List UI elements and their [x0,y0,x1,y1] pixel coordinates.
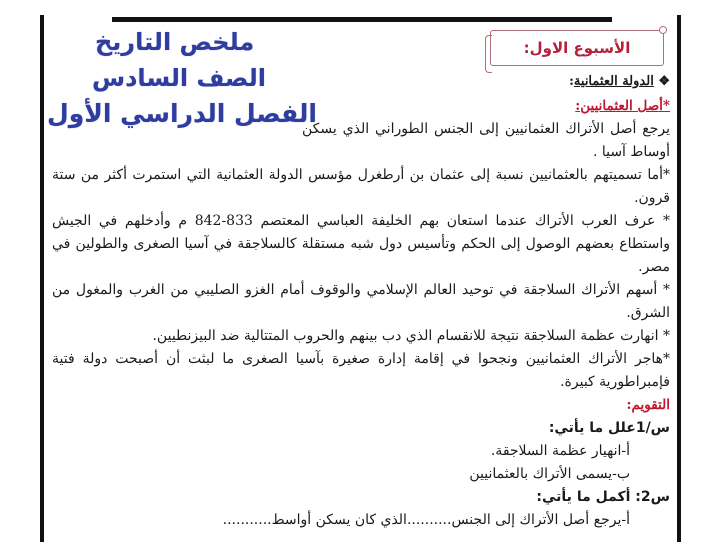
question-1-item: ب-يسمى الأتراك بالعثمانيين [469,466,630,482]
question-2-title: س2: أكمل ما يأتي: [536,489,670,505]
origin-heading: *أصل العثمانيين: [575,98,670,114]
title-semester: الفصل الدراسي الأول [47,99,317,128]
question-1-title: س/1علل ما يأتي: [548,420,670,436]
week-scroll-banner [490,30,664,66]
lesson-content [52,70,670,532]
paragraph: * انهارت عظمة السلاجقة نتيجة للانقسام الذي دب بينهم والحروب المتتالية ضد البيزنطيين. [152,328,670,344]
question-1-item: أ-انهيار عظمة السلاجقة. [490,443,630,459]
section-heading: ❖ الدولة العثمانية: [569,74,670,89]
paragraph: *أما تسميتهم بالعثمانيين نسبة إلى عثمان بن أرطغرل مؤسس الدولة العثمانية التي استمرت أكثر من ستة قرون. [52,167,670,206]
page-border-left [40,15,44,542]
paragraph: * أسهم الأتراك السلاجقة في توحيد العالم الإسلامي والوقوف أمام الغزو الصليبي من الغرب والمغول من الشرق. [52,282,670,321]
paragraph: *هاجر الأتراك العثمانيين ونجحوا في إقامة إدارة صغيرة بآسيا الصغرى ما لبثت أن أصبحت دولة فتية فإمبراطورية كبيرة. [52,351,671,390]
week-label: الأسبوع الاول: [523,39,631,57]
diamond-bullet-icon: ❖ [658,74,670,89]
title-subject: ملخص التاريخ [95,28,255,56]
question-2-item: أ-يرجع أصل الأتراك إلى الجنس..........الذي كان يسكن أواسط........... [222,512,630,528]
evaluation-heading: التقويم: [626,397,670,413]
page-border-right [677,15,681,542]
paragraph: * عرف العرب الأتراك عندما استعان بهم الخليفة العباسي المعتصم 833-842 م وأدخلهم في الجيش واستطاع بعضهم الوصول إلى الحكم وتأسيس دول شبه مستقلة كالسلاجقة في آسيا الصغرى والطولين في مصر. [52,213,670,275]
title-grade: الصف السادس [92,64,266,92]
header-rule [112,17,612,22]
paragraph: يرجع أصل الأتراك العثمانيين إلى الجنس الطوراني الذي يسكن أوساط آسيا . [302,121,670,160]
section-title: الدولة العثمانية [573,74,654,89]
